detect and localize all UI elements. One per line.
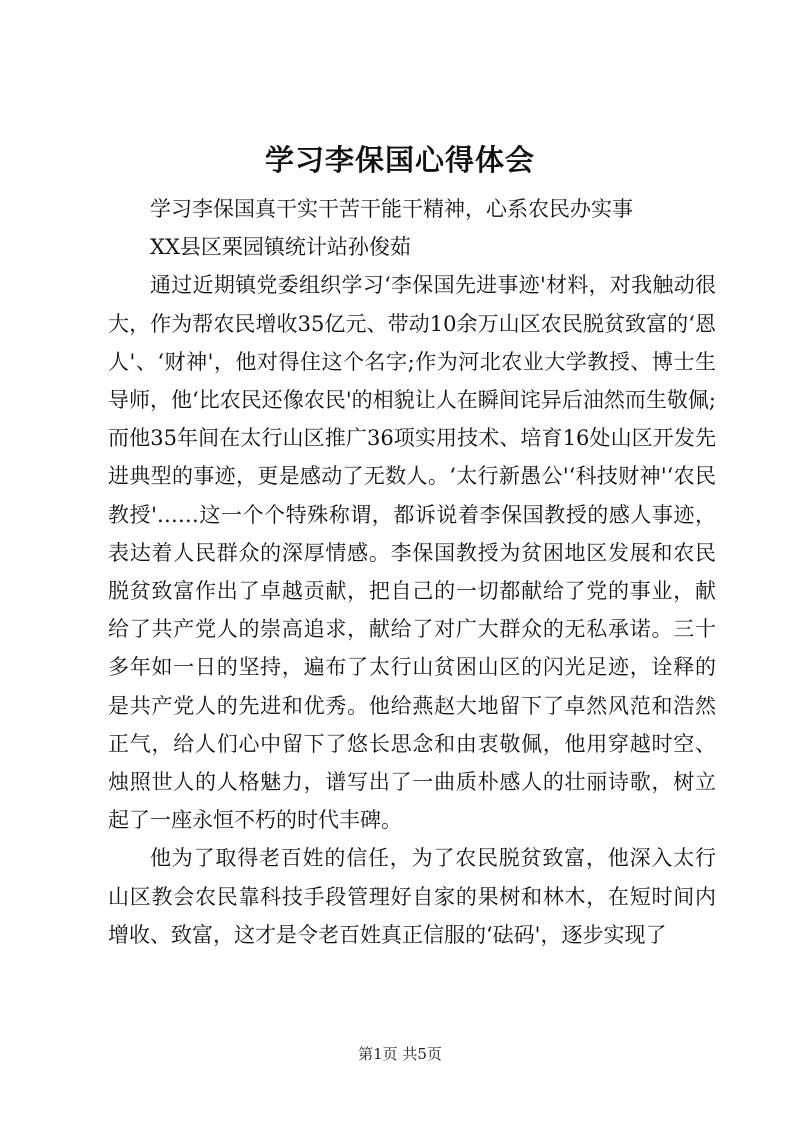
author-line: XX县区栗园镇统计站孙俊茹	[150, 235, 411, 260]
paragraph-2: 他为了取得老百姓的信任，为了农民脱贫致富，他深入太行山区教会农民靠科技手段管理好自家的果树和林木，在短时间内增收、致富，这才是令老百姓真正信服的‘砝码'，逐步实现了	[108, 846, 716, 947]
paragraph-1: 通过近期镇党委组织学习‘李保国先进事迹'材料，对我触动很大，作为帮农民增收35亿元、带动10余万山区农民脱贫致富的‘恩人'、‘财神'，他对得住这个名字;作为河北农业大学教授、博士生导师，他‘比农民还像农民'的相貌让人在瞬间诧异后油然而生敬佩;而他35年间在太行山区推广36项实用技术、培育16处山区开发先进典型的事迹，更是感动了无数人。‘太行新愚公'‘科技财神'‘农民教授'……这一个个特殊称谓，都诉说着李保国教授的感人事迹，表达着人民群众的深厚情感。李保国教授为贫困地区发展和农民脱贫致富作出了卓越贡献，把自己的一切都献给了党的事业，献给了共产党人的崇高追求，献给了对广大群众的无私承诺。三十多年如一日的坚持，遍布了太行山贫困山区的闪光足迹，诠释的是共产党人的先进和优秀。他给燕赵大地留下了卓然风范和浩然正气，给人们心中留下了悠长思念和由衷敬佩，他用穿越时空、烛照世人的人格魅力，谱写出了一曲质朴感人的壮丽诗歌，树立起了一座永恒不朽的时代丰碑。	[108, 273, 716, 833]
page-number: 第1页 共5页	[358, 1045, 442, 1063]
document-subtitle: 学习李保国真干实干苦干能干精神，心系农民办实事	[150, 197, 633, 221]
document-body	[108, 190, 716, 954]
document-title: 学习李保国心得体会	[264, 143, 535, 177]
